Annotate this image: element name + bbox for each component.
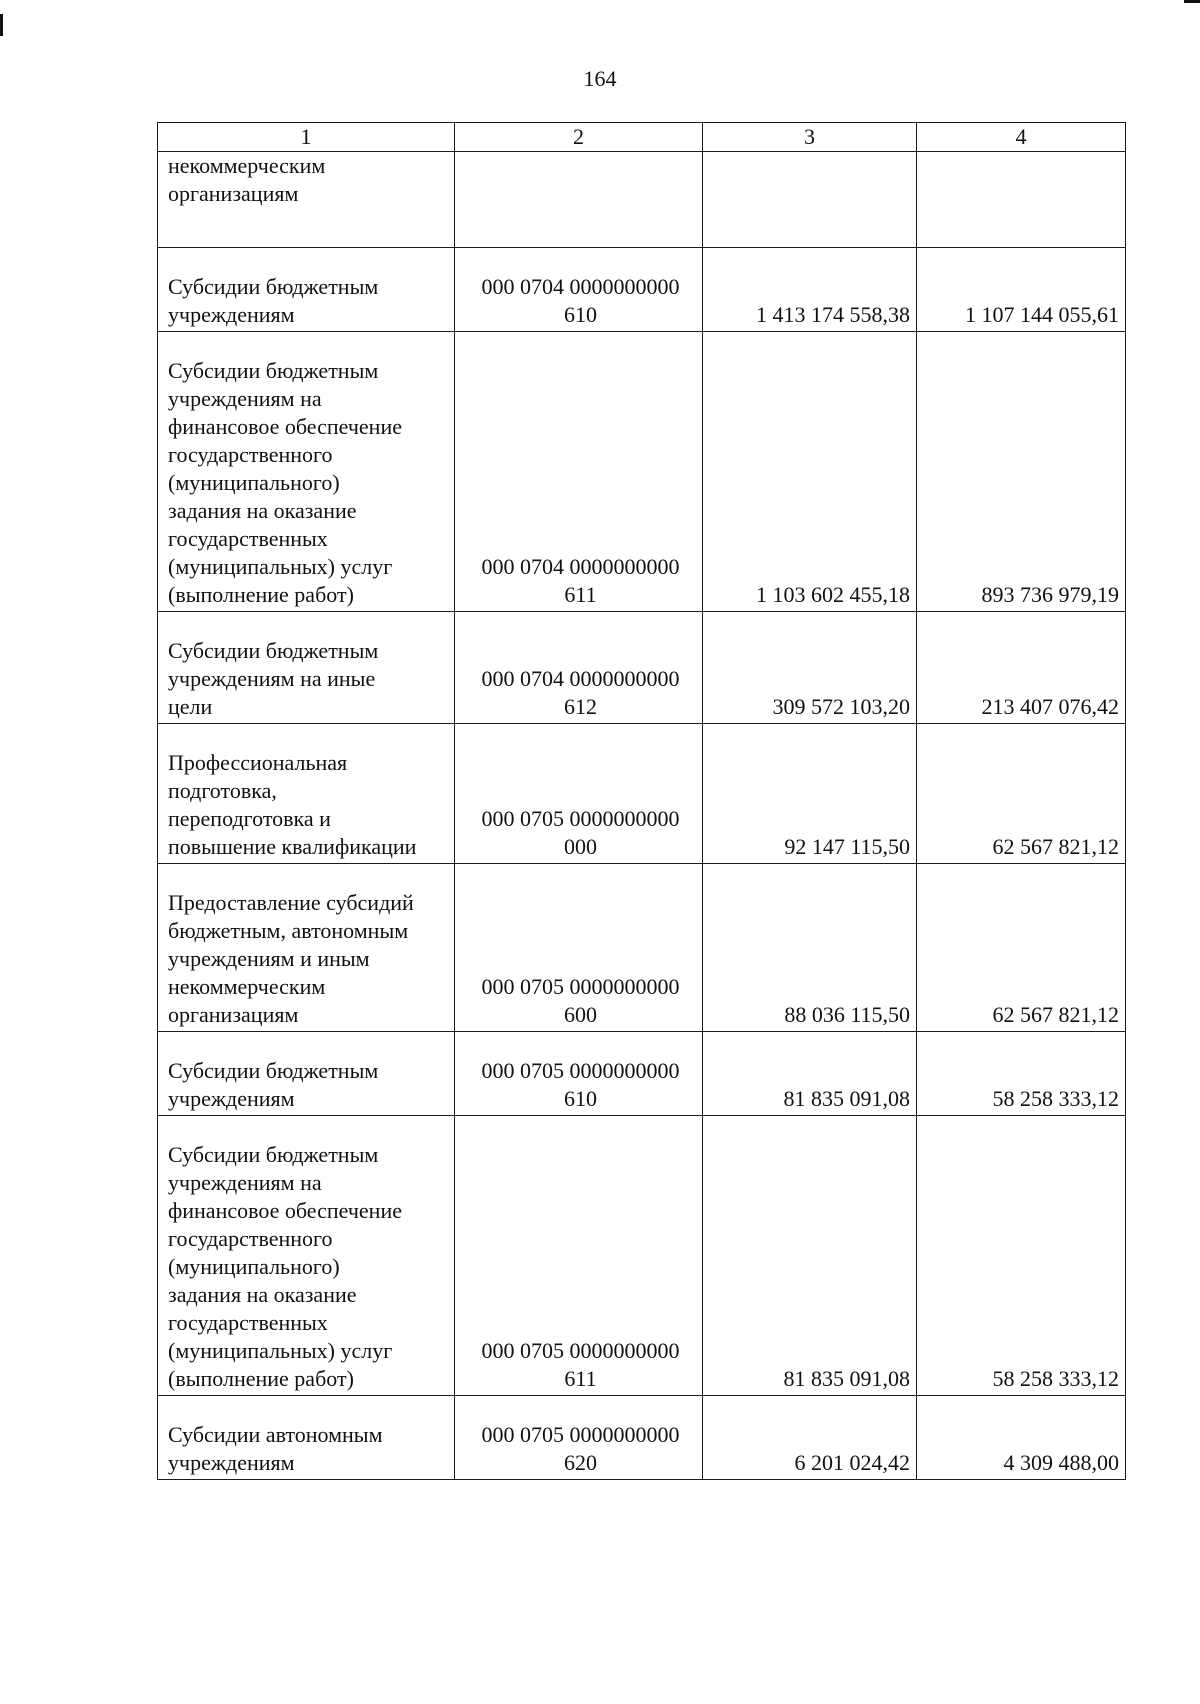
row-code: 000 0704 0000000000 612 <box>455 612 703 724</box>
row-value-4: 62 567 821,12 <box>917 724 1126 864</box>
scan-mark-right <box>1184 0 1200 3</box>
row-value-3: 1 103 602 455,18 <box>703 332 917 612</box>
header-col-3: 3 <box>703 123 917 152</box>
row-value-4: 893 736 979,19 <box>917 332 1126 612</box>
table-row <box>158 864 1126 1032</box>
row-value-4: 1 107 144 055,61 <box>917 248 1126 332</box>
table-row <box>158 332 1126 612</box>
row-value-4 <box>917 152 1126 248</box>
table-row <box>158 612 1126 724</box>
row-name: Субсидии бюджетным учреждениям <box>158 248 455 332</box>
table-row <box>158 248 1126 332</box>
row-code: 000 0705 0000000000 600 <box>455 864 703 1032</box>
row-code: 000 0705 0000000000 610 <box>455 1032 703 1116</box>
row-code <box>455 152 703 248</box>
table-row <box>158 152 1126 248</box>
row-name: некоммерческим организациям <box>158 152 455 248</box>
header-row <box>158 123 1126 152</box>
row-name: Субсидии бюджетным учреждениям на финансовое обеспечение государственного (муниципального) задания на оказание государственных (муниципальных) услуг (выполнение работ) <box>158 332 455 612</box>
row-value-3: 92 147 115,50 <box>703 724 917 864</box>
header-col-2: 2 <box>455 123 703 152</box>
row-name: Субсидии автономным учреждениям <box>158 1396 455 1480</box>
row-value-3: 81 835 091,08 <box>703 1116 917 1396</box>
row-code: 000 0705 0000000000 611 <box>455 1116 703 1396</box>
table-row <box>158 1396 1126 1480</box>
table-row <box>158 1116 1126 1396</box>
table-row <box>158 1032 1126 1116</box>
row-value-3 <box>703 152 917 248</box>
row-value-3: 1 413 174 558,38 <box>703 248 917 332</box>
table-row <box>158 724 1126 864</box>
row-code: 000 0705 0000000000 620 <box>455 1396 703 1480</box>
row-name: Профессиональная подготовка, переподготовка и повышение квалификации <box>158 724 455 864</box>
row-value-3: 309 572 103,20 <box>703 612 917 724</box>
row-code: 000 0704 0000000000 611 <box>455 332 703 612</box>
row-value-3: 81 835 091,08 <box>703 1032 917 1116</box>
row-name: Предоставление субсидий бюджетным, автономным учреждениям и иным некоммерческим организациям <box>158 864 455 1032</box>
row-value-4: 58 258 333,12 <box>917 1032 1126 1116</box>
scan-mark-left <box>0 14 3 36</box>
header-col-1: 1 <box>158 123 455 152</box>
row-name: Субсидии бюджетным учреждениям на финансовое обеспечение государственного (муниципального) задания на оказание государственных (муниципальных) услуг (выполнение работ) <box>158 1116 455 1396</box>
row-value-4: 62 567 821,12 <box>917 864 1126 1032</box>
row-name: Субсидии бюджетным учреждениям на иные цели <box>158 612 455 724</box>
row-code: 000 0705 0000000000 000 <box>455 724 703 864</box>
row-value-3: 88 036 115,50 <box>703 864 917 1032</box>
row-code: 000 0704 0000000000 610 <box>455 248 703 332</box>
row-value-3: 6 201 024,42 <box>703 1396 917 1480</box>
page-number: 164 <box>583 66 617 91</box>
budget-table <box>157 122 1126 1480</box>
row-value-4: 4 309 488,00 <box>917 1396 1126 1480</box>
row-name: Субсидии бюджетным учреждениям <box>158 1032 455 1116</box>
row-value-4: 213 407 076,42 <box>917 612 1126 724</box>
row-value-4: 58 258 333,12 <box>917 1116 1126 1396</box>
header-col-4: 4 <box>917 123 1126 152</box>
